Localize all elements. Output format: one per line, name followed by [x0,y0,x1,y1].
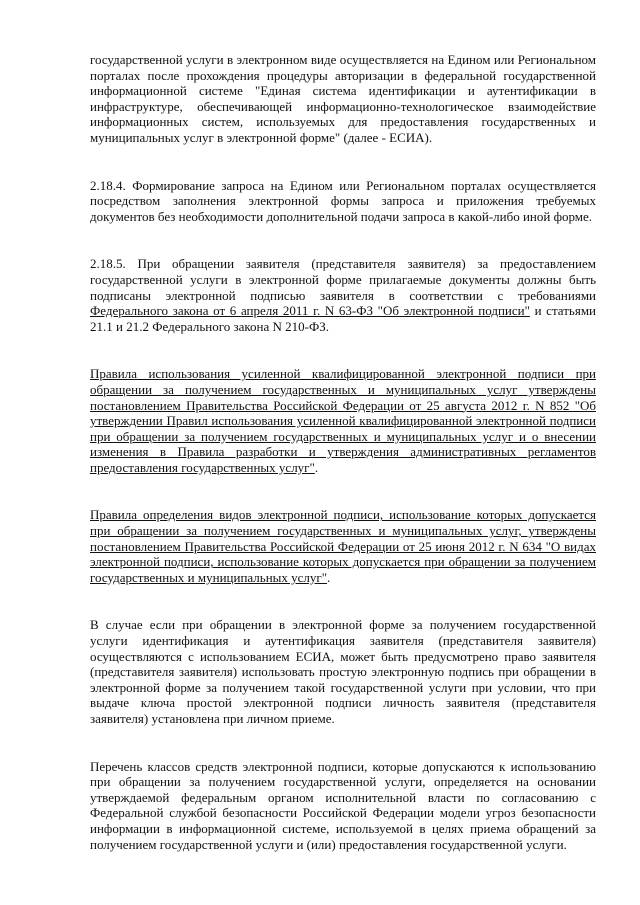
paragraph-rules-qualified-signature [90,366,596,475]
paragraph-text: . [314,459,319,475]
document-page [90,52,596,852]
paragraph-2-18-5 [90,256,596,334]
resolution-634-link[interactable]: Правила определения видов электронной подписи, использование которых допускается при обращении за получением государственных и муниципальных услуг, утверждены постановлением Правительства Российской Федерации от 25 июня 2012 г. N 634 "О видах электронной подписи, использование которых допускается при обращении за получением государственных и муниципальных услуг" [90,507,596,585]
paragraph-simple-signature: В случае если при обращении в электронной форме за получением государственной услуги идентификация и аутентификация заявителя (представителя заявителя) осуществляются с использованием ЕСИА, может быть предусмотрено право заявителя (представителя заявителя) использовать простую электронную подпись при обращении в электронной форме за получением такой государственной услуги при условии, что при выдаче ключа простой электронной подписи личность заявителя (представителя заявителя) установлена при личном приеме. [90,617,596,726]
paragraph-text: . [327,569,331,585]
paragraph-text: и статьями 21.1 и 21.2 Федерального закона N 210-ФЗ. [90,303,596,334]
paragraph-text: 2.18.5. При обращении заявителя (представителя заявителя) за предоставлением государственной услуги в электронной форме прилагаемые документы должны быть подписаны электронной подписью заявителя в соответствии с требованиями [90,256,596,303]
resolution-852-link[interactable]: Правила использования усиленной квалифицированной электронной подписи при обращении за получением государственных и муниципальных услуг утверждены постановлением Правительства Российской Федерации от 25 августа 2012 г. N 852 "Об утверждении Правил использования усиленной квалифицированной электронной подписи при обращении за получением государственных и муниципальных услуг и о внесении изменения в Правила разработки и утверждения административных регламентов предоставления государственных услуг" [90,366,596,475]
paragraph-rules-signature-types [90,507,596,585]
paragraph-esia-authorization: государственной услуги в электронном виде осуществляется на Едином или Региональном порталах после прохождения процедуры авторизации в федеральной государственной информационной системе "Единая система идентификации и аутентификации в инфраструктуре, обеспечивающей информационно-технологическое взаимодействие информационных систем, используемых для предоставления государственных и муниципальных услуг в электронной форме" (далее - ЕСИА). [90,52,596,145]
law-63-fz-link[interactable]: Федерального закона от 6 апреля 2011 г. N 63-ФЗ "Об электронной подписи" [90,303,530,319]
paragraph-signature-classes: Перечень классов средств электронной подписи, которые допускаются к использованию при обращении за получением государственной услуги, определяется на основании утверждаемой федеральным органом исполнительной власти по согласованию с Федеральной службой безопасности Российской Федерации модели угроз безопасности информации в информационной системе, используемой в целях приема обращений за получением государственной услуги и (или) предоставления государственной услуги. [90,758,596,852]
paragraph-2-18-4: 2.18.4. Формирование запроса на Едином или Региональном порталах осуществляется посредством заполнения электронной формы запроса и приложения требуемых документов без необходимости дополнительной подачи запроса в какой-либо иной форме. [90,177,596,224]
